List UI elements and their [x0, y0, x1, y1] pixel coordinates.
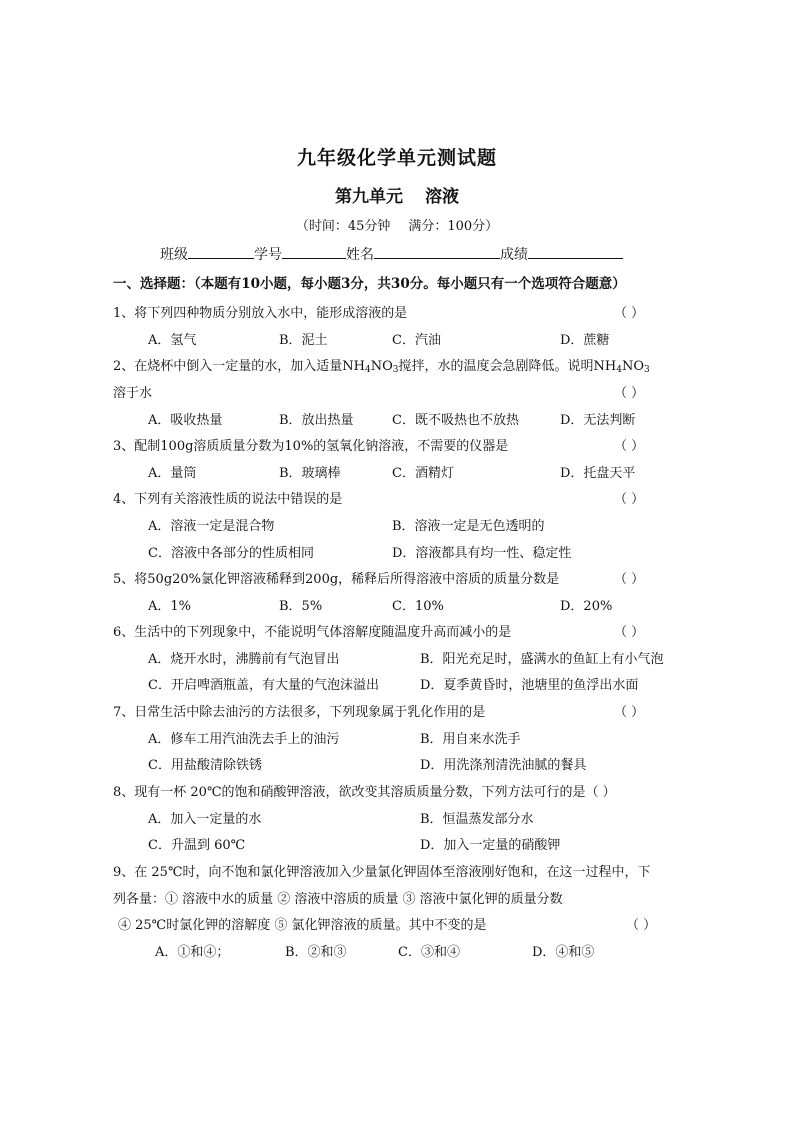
- q7-option-c: C．用盐酸清除铁锈: [148, 758, 262, 773]
- question-2-stem: 2、在烧杯中倒入一定量的水，加入适量$NH_4NO_3$搅拌，水的温度会急剧降低。说明$NH_4NO_3$: [113, 359, 650, 375]
- q7-option-b: B．用自来水洗手: [420, 732, 521, 747]
- time-limit: （时间：45分钟: [295, 219, 391, 234]
- q4-option-a: A．溶液一定是混合物: [148, 519, 275, 534]
- exam-meta: [0, 215, 794, 234]
- q4-option-d: D．溶液都具有均一性、稳定性: [392, 546, 572, 561]
- q5-option-b: B．5%: [279, 599, 323, 614]
- q2-option-a: A．吸收热量: [148, 413, 223, 428]
- question-6-stem: 6、生活中的下列现象中，不能说明气体溶解度随温度升高而减小的是: [113, 625, 512, 640]
- unit-subtitle: [0, 182, 794, 207]
- question-4-stem: 4、下列有关溶液性质的说法中错误的是: [113, 492, 343, 507]
- q9-option-d: D．④和⑤: [532, 945, 595, 960]
- grade-blank[interactable]: [528, 245, 623, 259]
- q9-option-c: C．③和④: [398, 945, 460, 960]
- unit-topic: 溶液: [425, 187, 459, 207]
- q8-option-c: C．升温到 60℃: [148, 838, 246, 853]
- q1-option-d: D．蔗糖: [560, 333, 610, 348]
- q3-option-a: A．量筒: [148, 466, 197, 481]
- question-3-answer-blank[interactable]: （ ）: [614, 439, 645, 454]
- question-5-stem: 5、将50g20%氯化钾溶液稀释到200g，稀释后所得溶液中溶质的质量分数是: [113, 572, 560, 587]
- q9-option-a: A．①和④；: [155, 945, 230, 960]
- q2-option-c: C．既不吸热也不放热: [392, 413, 519, 428]
- q4-option-b: B．溶液一定是无色透明的: [392, 519, 545, 534]
- q1-option-b: B．泥土: [279, 333, 328, 348]
- q4-option-c: C．溶液中各部分的性质相同: [148, 546, 314, 561]
- question-9-answer-blank[interactable]: （ ）: [626, 918, 657, 933]
- q6-option-b: B．阳光充足时，盛满水的鱼缸上有小气泡: [420, 652, 664, 667]
- q8-option-b: B．恒温蒸发部分水: [420, 812, 534, 827]
- question-7-stem: 7、日常生活中除去油污的方法很多，下列现象属于乳化作用的是: [113, 705, 486, 720]
- q9-option-b: B．②和③: [285, 945, 347, 960]
- q5-option-d: D．20%: [560, 599, 613, 614]
- q1-option-c: C．汽油: [392, 333, 441, 348]
- grade-label: 成绩: [500, 247, 528, 263]
- question-2-stem-cont: 溶于水: [113, 386, 153, 401]
- unit-number: 第九单元: [335, 187, 403, 207]
- q3-option-d: D．托盘天平: [560, 466, 636, 481]
- q6-option-a: A．烧开水时，沸腾前有气泡冒出: [148, 652, 340, 667]
- q8-option-d: D．加入一定量的硝酸钾: [420, 838, 561, 853]
- q7-option-d: D．用洗涤剂清洗油腻的餐具: [420, 758, 587, 773]
- question-9-stem: 9、在 25℃时，向不饱和氯化钾溶液加入少量氯化钾固体至溶液刚好饱和，在这一过程中，下: [113, 865, 651, 880]
- q7-option-a: A．修车工用汽油洗去手上的油污: [148, 732, 340, 747]
- q1-option-a: A．氢气: [148, 333, 197, 348]
- question-3-stem: 3、配制100g溶质质量分数为10%的氢氧化钠溶液，不需要的仪器是: [113, 439, 509, 454]
- class-label: 班级: [160, 247, 188, 263]
- student-info-line: [160, 244, 623, 264]
- number-label: 学号: [254, 247, 282, 263]
- q6-option-c: C．开启啤酒瓶盖，有大量的气泡沫溢出: [148, 678, 379, 693]
- full-score: 满分：100分）: [408, 219, 499, 234]
- q5-option-a: A．1%: [148, 599, 192, 614]
- question-4-answer-blank[interactable]: （ ）: [614, 492, 645, 507]
- question-1-answer-blank[interactable]: （ ）: [614, 306, 645, 321]
- q6-option-d: D．夏季黄昏时，池塘里的鱼浮出水面: [420, 678, 639, 693]
- q3-option-b: B．玻璃棒: [279, 466, 341, 481]
- question-7-answer-blank[interactable]: （ ）: [614, 705, 645, 720]
- name-blank[interactable]: [374, 245, 500, 259]
- question-8-stem: 8、现有一杯 20℃的饱和硝酸钾溶液，欲改变其溶质质量分数，下列方法可行的是（ ）: [113, 785, 616, 800]
- section-heading: 一、选择题：（本题有10小题，每小题3分，共30分。每小题只有一个选项符合题意）: [113, 276, 626, 292]
- question-6-answer-blank[interactable]: （ ）: [614, 625, 645, 640]
- q8-option-a: A．加入一定量的水: [148, 812, 262, 827]
- q2-option-b: B．放出热量: [279, 413, 354, 428]
- q2-option-d: D．无法判断: [560, 413, 636, 428]
- question-1-stem: 1、将下列四种物质分别放入水中，能形成溶液的是: [113, 306, 408, 321]
- number-blank[interactable]: [282, 245, 346, 259]
- question-5-answer-blank[interactable]: （ ）: [614, 572, 645, 587]
- q3-option-c: C．酒精灯: [392, 466, 454, 481]
- question-9-stem-cont2: ④ 25℃时氯化钾的溶解度 ⑤ 氯化钾溶液的质量。其中不变的是: [118, 918, 487, 933]
- question-2-answer-blank[interactable]: （ ）: [614, 386, 645, 401]
- class-blank[interactable]: [188, 245, 254, 259]
- q5-option-c: C．10%: [392, 599, 444, 614]
- question-9-stem-cont: 列各量：① 溶液中水的质量 ② 溶液中溶质的质量 ③ 溶液中氯化钾的质量分数: [113, 892, 563, 907]
- exam-title: 九年级化学单元测试题: [296, 147, 497, 169]
- name-label: 姓名: [346, 247, 374, 263]
